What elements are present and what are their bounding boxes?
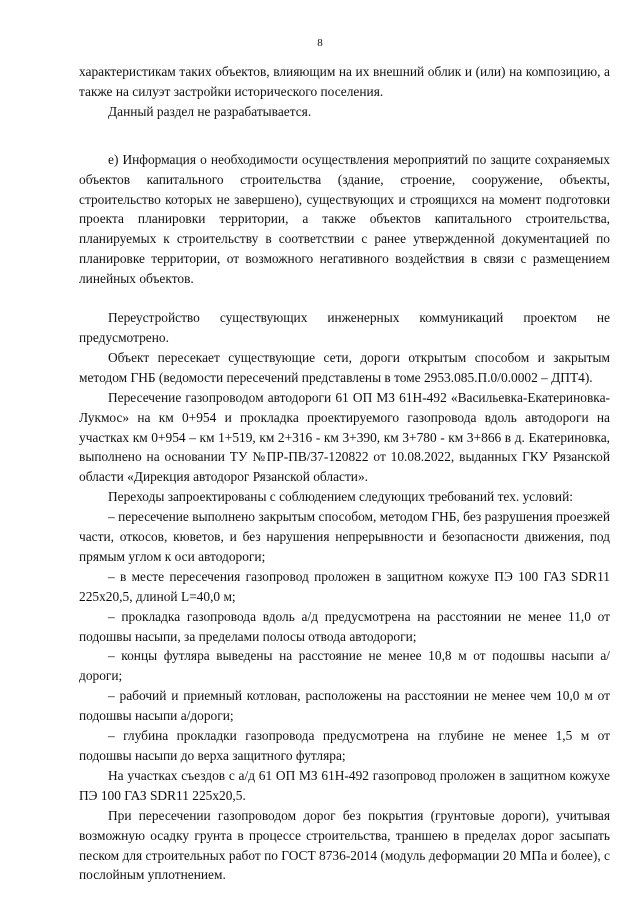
list-item: – рабочий и приемный котлован, расположены на расстоянии не менее чем 10,0 м от подошвы насыпи а/дороги;	[79, 688, 610, 724]
document-body	[79, 62, 610, 885]
list-item: – в месте пересечения газопровод проложен в защитном кожухе ПЭ 100 ГАЗ SDR11 225х20,5, длиной L=40,0 м;	[79, 568, 610, 604]
paragraph-road-crossing: Пересечение газопроводом автодороги 61 ОП МЗ 61Н-492 «Васильевка-Екатериновка-Лукмос» на км 0+954 и прокладка проектируемого газопровода вдоль автодороги на участках км 0+954 – км 1+519, км 2+316 - км 3+390, км 3+780 - км 3+866 в д. Екатериновка, выполнено на основании ТУ №ПР-ПВ/37-120822 от 10.08.2022, выданных ГКУ Рязанской области «Дирекция автодорог Рязанской области».	[79, 389, 610, 485]
paragraph-section-e: е) Информация о необходимости осуществления мероприятий по защите сохраняемых объектов капитального строительства (здание, строение, сооружение, объекты, строительство которых не завершено), существующих и строящихся на момент подготовки проекта планировки территории, а также объектов капитального строительства, планируемых к строительству в соответствии с ранее утвержденной документацией по планировке территории, от возможного негативного воздействия в связи с размещением линейных объектов.	[79, 151, 610, 287]
list-item: – прокладка газопровода вдоль а/д предусмотрена на расстоянии не менее 11,0 от подошвы насыпи, за пределами полосы отвода автодороги;	[79, 608, 610, 644]
paragraph-requirements-intro: Переходы запроектированы с соблюдением следующих требований тех. условий:	[108, 489, 573, 505]
paragraph-continuation: характеристикам таких объектов, влияющим на их внешний облик и (или) на композицию, а также на силуэт застройки исторического поселения.	[79, 64, 610, 99]
list-item: – концы футляра выведены на расстояние не менее 10,8 м от подошвы насыпи а/дороги;	[79, 648, 610, 684]
paragraph-unpaved-roads: При пересечении газопроводом дорог без покрытия (грунтовые дороги), учитывая возможную осадку грунта в процессе строительства, траншею в пределах дорог засыпать песком для строительных работ по ГОСТ 8736-2014 (модуль деформации 20 МПа и более), с послойным уплотнением.	[79, 807, 610, 883]
paragraph-exits: На участках съездов с а/д 61 ОП МЗ 61Н-492 газопровод проложен в защитном кожухе ПЭ 100 ГАЗ SDR11 225х20,5.	[79, 767, 610, 803]
list-item: – пересечение выполнено закрытым способом, методом ГНБ, без разрушения проезжей части, откосов, кюветов, и без нарушения непрерывности и безопасности движения, под прямым углом к оси автодороги;	[79, 509, 610, 564]
paragraph-not-developed: Данный раздел не разрабатывается.	[108, 103, 312, 119]
list-item: – глубина прокладки газопровода предусмотрена на глубине не менее 1,5 м от подошвы насыпи до верха защитного футляра;	[79, 728, 610, 763]
paragraph-utilities: Переустройство существующих инженерных коммуникаций проектом не предусмотрено.	[79, 310, 610, 345]
paragraph-crossings: Объект пересекает существующие сети, дороги открытым способом и закрытым методом ГНБ (ведомости пересечений представлены в томе 2953.085.П.0/0.0002 – ДПТ4).	[79, 349, 610, 385]
page-number: 8	[317, 37, 323, 49]
